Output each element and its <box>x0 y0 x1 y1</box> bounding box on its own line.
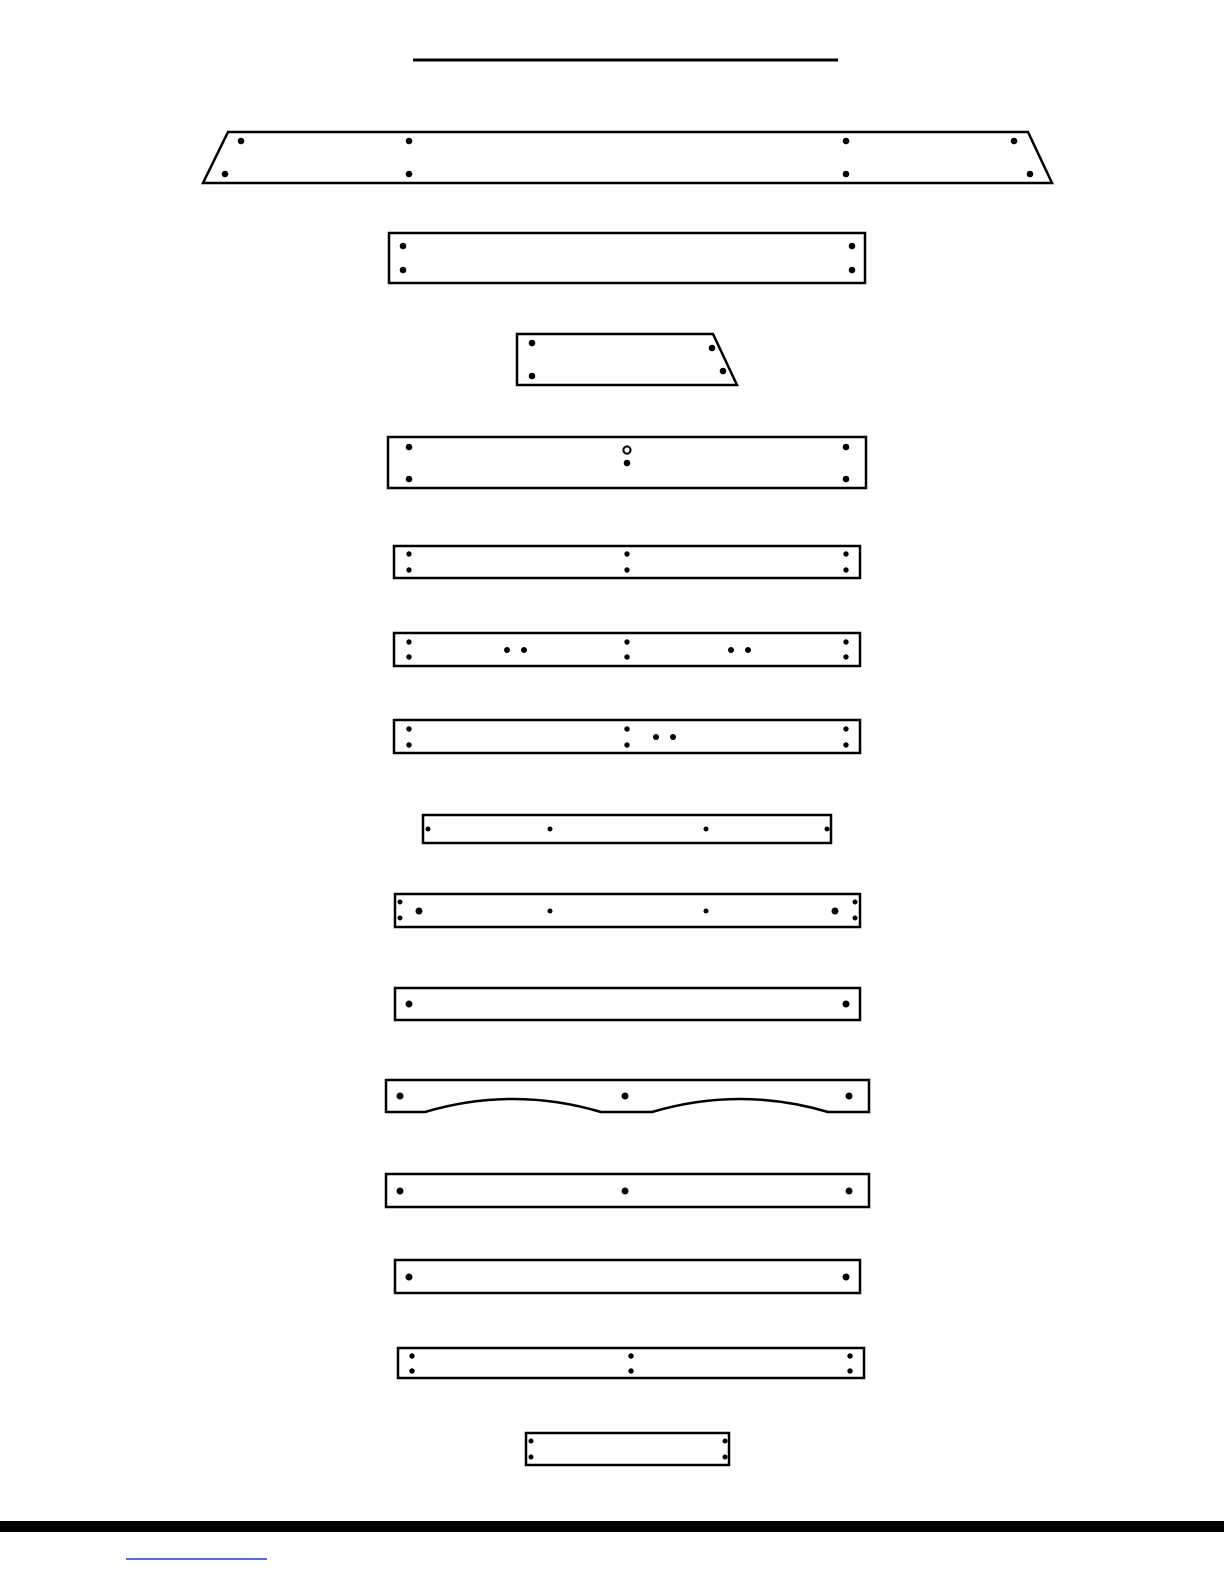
part-2 <box>389 233 865 283</box>
hole <box>622 1188 629 1195</box>
hole <box>406 1001 413 1008</box>
part-3 <box>517 334 737 385</box>
hole <box>406 476 413 483</box>
hole <box>843 742 848 747</box>
part-12 <box>386 1174 869 1207</box>
hole <box>406 654 411 659</box>
part-7 <box>394 720 860 753</box>
hole <box>406 567 411 572</box>
hole <box>624 639 629 644</box>
hole <box>847 1368 852 1373</box>
hole <box>653 734 659 740</box>
hole <box>624 726 629 731</box>
hole <box>843 476 850 483</box>
hole <box>398 916 403 921</box>
hole <box>397 1188 404 1195</box>
part-8 <box>423 815 831 843</box>
hole <box>406 551 411 556</box>
part-13-outline <box>395 1260 860 1293</box>
hole <box>723 1439 728 1444</box>
hole <box>723 1455 728 1460</box>
hole <box>847 1353 852 1358</box>
hole <box>628 1368 633 1373</box>
part-2-outline <box>389 233 865 283</box>
hole <box>409 1353 414 1358</box>
hole <box>400 267 407 274</box>
hole <box>529 373 536 380</box>
hole <box>397 1093 404 1100</box>
part-1-outline <box>203 132 1052 183</box>
hole <box>843 567 848 572</box>
part-8-outline <box>423 815 831 843</box>
hole <box>1027 171 1034 178</box>
hole <box>406 138 413 145</box>
hole <box>720 368 727 375</box>
part-13 <box>395 1260 860 1293</box>
hole <box>406 726 411 731</box>
hole <box>843 1001 850 1008</box>
part-9 <box>395 894 860 927</box>
footer-rule <box>0 1521 1224 1532</box>
part-10-outline <box>395 988 860 1020</box>
hole <box>548 909 553 914</box>
hole <box>406 171 413 178</box>
hole <box>624 654 629 659</box>
hole <box>670 734 676 740</box>
hollow-hole <box>623 446 630 453</box>
part-7-outline <box>394 720 860 753</box>
part-4 <box>388 437 866 488</box>
hole <box>416 908 423 915</box>
hole <box>548 827 553 832</box>
hole <box>406 444 413 451</box>
hole <box>406 742 411 747</box>
hole <box>843 444 850 451</box>
part-1-holes <box>222 138 1034 178</box>
hole <box>704 909 709 914</box>
hole <box>426 827 431 832</box>
hole <box>825 827 830 832</box>
hole <box>406 1274 413 1281</box>
hole <box>853 916 858 921</box>
hole <box>624 460 631 467</box>
part-6-outline <box>394 633 860 666</box>
hole <box>238 138 245 145</box>
hole <box>504 647 510 653</box>
hole <box>529 1455 534 1460</box>
part-15 <box>526 1433 729 1465</box>
part-3-outline <box>517 334 737 385</box>
hole <box>222 171 229 178</box>
hole <box>624 551 629 556</box>
hole <box>622 1093 629 1100</box>
hole <box>704 827 709 832</box>
hole <box>409 1368 414 1373</box>
hole <box>1011 138 1018 145</box>
hole <box>846 1093 853 1100</box>
hole <box>843 551 848 556</box>
hole <box>709 345 716 352</box>
hole <box>728 647 734 653</box>
hole <box>398 900 403 905</box>
hole <box>529 340 536 347</box>
part-1 <box>203 132 1052 183</box>
hole <box>849 243 856 250</box>
hole <box>400 243 407 250</box>
part-14 <box>398 1348 864 1378</box>
hole <box>406 639 411 644</box>
hole <box>846 1188 853 1195</box>
hole <box>843 726 848 731</box>
hole <box>843 171 850 178</box>
hole <box>624 567 629 572</box>
part-11 <box>386 1080 869 1112</box>
hole <box>832 908 839 915</box>
hole <box>843 639 848 644</box>
part-6 <box>394 633 860 666</box>
part-15-outline <box>526 1433 729 1465</box>
part-5-outline <box>394 546 860 578</box>
hole <box>624 742 629 747</box>
part-10 <box>395 988 860 1020</box>
hole <box>843 138 850 145</box>
part-5 <box>394 546 860 578</box>
hole <box>849 267 856 274</box>
hole <box>529 1439 534 1444</box>
hole <box>628 1353 633 1358</box>
hole <box>853 900 858 905</box>
hole <box>843 1274 850 1281</box>
hole <box>843 654 848 659</box>
hole <box>745 647 751 653</box>
part-9-outline <box>395 894 860 927</box>
hole <box>521 647 527 653</box>
